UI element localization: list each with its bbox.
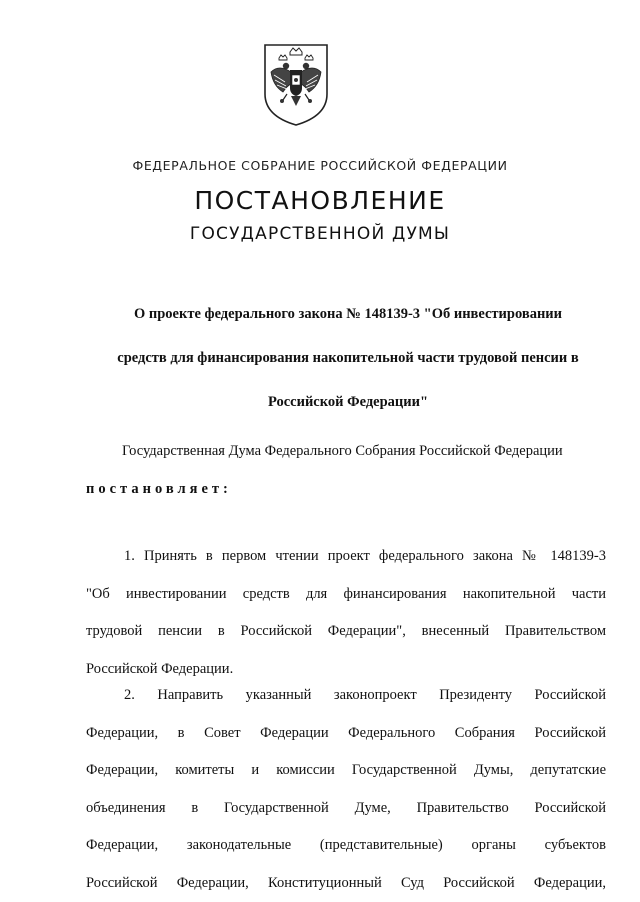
- resolves-word: постановляет:: [86, 470, 606, 508]
- paragraph-line: Федерации, в Совет Федерации Федерального Собрания Российской: [86, 715, 606, 753]
- paragraph-line: Российской Федерации, Конституционный Суд Российской Федерации,: [86, 865, 606, 902]
- paragraph-1: [86, 538, 606, 688]
- title-line: средств для финансирования накопительной части трудовой пенсии в: [96, 336, 600, 380]
- paragraph-line: трудовой пенсии в Российской Федерации", внесенный Правительством: [86, 613, 606, 651]
- paragraph-line: 2. Направить указанный законопроект Президенту Российской: [86, 677, 606, 715]
- title-line: Российской Федерации": [96, 380, 600, 424]
- preamble: [86, 432, 606, 508]
- paragraph-line: Федерации, законодательные (представительные) органы субъектов: [86, 827, 606, 865]
- russian-coat-of-arms-icon: [261, 42, 331, 128]
- document-type: ПОСТАНОВЛЕНИЕ: [0, 186, 640, 215]
- paragraph-line: 1. Принять в первом чтении проект федерального закона № 148139-3: [86, 538, 606, 576]
- paragraph-2: [86, 677, 606, 902]
- preamble-text: Государственная Дума Федерального Собрания Российской Федерации: [86, 432, 606, 470]
- paragraph-line: объединения в Государственной Думе, Правительство Российской: [86, 790, 606, 828]
- document-title: [96, 292, 600, 424]
- paragraph-line: Федерации, комитеты и комиссии Государственной Думы, депутатские: [86, 752, 606, 790]
- paragraph-line: "Об инвестировании средств для финансирования накопительной части: [86, 576, 606, 614]
- document-issuer: ГОСУДАРСТВЕННОЙ ДУМЫ: [0, 224, 640, 244]
- organization-name: ФЕДЕРАЛЬНОЕ СОБРАНИЕ РОССИЙСКОЙ ФЕДЕРАЦИИ: [0, 158, 640, 173]
- paragraph-line: Российской Федерации.: [86, 651, 606, 689]
- title-line: О проекте федерального закона № 148139-3 "Об инвестировании: [96, 292, 600, 336]
